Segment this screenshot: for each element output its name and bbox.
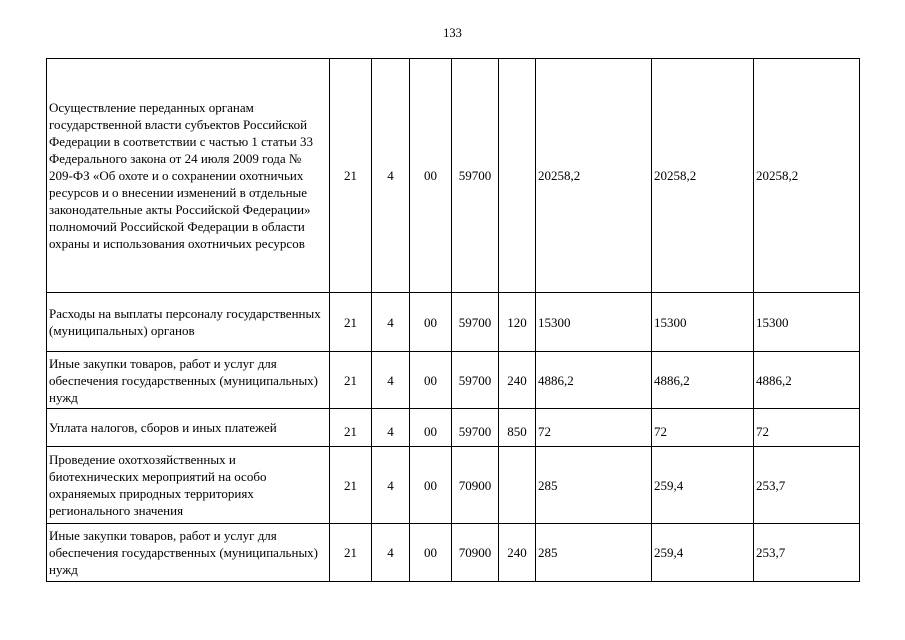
amount-year-2: 259,4 (652, 447, 754, 524)
code-subsection: 00 (410, 293, 452, 352)
code-subsection: 00 (410, 59, 452, 293)
code-section: 4 (372, 59, 410, 293)
code-ministry: 21 (330, 447, 372, 524)
code-subsection: 00 (410, 447, 452, 524)
code-ministry: 21 (330, 59, 372, 293)
code-subsection: 00 (410, 524, 452, 582)
amount-year-2: 20258,2 (652, 59, 754, 293)
code-section: 4 (372, 524, 410, 582)
amount-year-2: 72 (652, 409, 754, 447)
code-expense-type: 240 (499, 352, 536, 409)
amount-year-3: 4886,2 (754, 352, 860, 409)
code-ministry: 21 (330, 524, 372, 582)
amount-year-1: 15300 (536, 293, 652, 352)
table-row (47, 409, 860, 447)
code-section: 4 (372, 352, 410, 409)
code-subsection: 00 (410, 409, 452, 447)
code-ministry: 21 (330, 409, 372, 447)
table-row (47, 524, 860, 582)
table-row (47, 447, 860, 524)
budget-table (46, 58, 860, 582)
code-expense-type (499, 447, 536, 524)
amount-year-3: 15300 (754, 293, 860, 352)
code-ministry: 21 (330, 352, 372, 409)
code-target: 70900 (452, 524, 499, 582)
amount-year-2: 259,4 (652, 524, 754, 582)
code-section: 4 (372, 409, 410, 447)
code-subsection: 00 (410, 352, 452, 409)
table-row (47, 59, 860, 293)
table-row (47, 293, 860, 352)
code-section: 4 (372, 293, 410, 352)
code-target: 59700 (452, 352, 499, 409)
row-description: Проведение охотхозяйственных и биотехнических мероприятий на особо охраняемых природных территориях регионального значения (47, 447, 330, 524)
amount-year-1: 72 (536, 409, 652, 447)
amount-year-2: 15300 (652, 293, 754, 352)
code-target: 59700 (452, 293, 499, 352)
code-target: 59700 (452, 59, 499, 293)
amount-year-1: 285 (536, 524, 652, 582)
amount-year-1: 4886,2 (536, 352, 652, 409)
row-description: Расходы на выплаты персоналу государственных (муниципальных) органов (47, 293, 330, 352)
code-target: 70900 (452, 447, 499, 524)
code-expense-type: 240 (499, 524, 536, 582)
row-description: Осуществление переданных органам государственной власти субъектов Российской Федерации в соответствии с частью 1 статьи 33 Федерального закона от 24 июля 2009 года № 209-ФЗ «Об охоте и о сохранении охотничьих ресурсов и о внесении изменений в отдельные законодательные акты Российской Федерации» полномочий Российской Федерации в области охраны и использования охотничьих ресурсов (47, 59, 330, 293)
code-expense-type (499, 59, 536, 293)
amount-year-1: 285 (536, 447, 652, 524)
amount-year-2: 4886,2 (652, 352, 754, 409)
code-ministry: 21 (330, 293, 372, 352)
amount-year-1: 20258,2 (536, 59, 652, 293)
amount-year-3: 72 (754, 409, 860, 447)
row-description: Иные закупки товаров, работ и услуг для обеспечения государственных (муниципальных) нужд (47, 352, 330, 409)
code-expense-type: 120 (499, 293, 536, 352)
code-expense-type: 850 (499, 409, 536, 447)
code-section: 4 (372, 447, 410, 524)
row-description: Уплата налогов, сборов и иных платежей (47, 409, 330, 447)
amount-year-3: 20258,2 (754, 59, 860, 293)
table-row (47, 352, 860, 409)
amount-year-3: 253,7 (754, 524, 860, 582)
row-description: Иные закупки товаров, работ и услуг для обеспечения государственных (муниципальных) нужд (47, 524, 330, 582)
amount-year-3: 253,7 (754, 447, 860, 524)
page-number: 133 (443, 26, 462, 40)
code-target: 59700 (452, 409, 499, 447)
